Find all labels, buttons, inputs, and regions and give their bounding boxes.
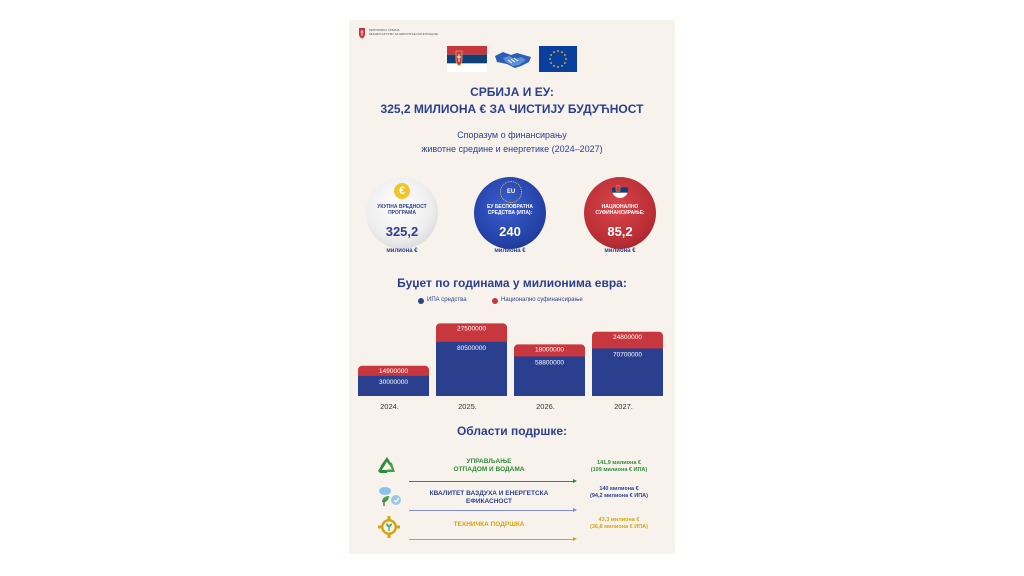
summary-national-label: НАЦИОНАЛНО СУФИНАНСИРАЊЕ:: [595, 204, 645, 216]
summary-total-unit: милиона €: [386, 248, 418, 254]
support-item-3-arrowhead: [573, 537, 577, 541]
summary-eu-value: 240: [499, 224, 521, 239]
support-item-3-label: ТЕХНИЧКА ПОДРШКА: [453, 521, 525, 528]
support-item-2-value: 140 милиона € (94,2 милиона € ИПА): [590, 486, 648, 499]
main-title-line-2: 325,2 МИЛИОНА € ЗА ЧИСТИЈУ БУДУЋНОСТ: [380, 102, 644, 116]
summary-national-value: 85,2: [607, 224, 633, 239]
subtitle-line-2: животне средине и енергетике (2024–2027): [421, 144, 603, 154]
budget-chart: [349, 316, 675, 416]
x-tick-label-1: 2025.: [458, 402, 477, 411]
main-title-line-1: СРБИЈА И ЕУ:: [470, 85, 554, 99]
bar-national-label-3: 24800000: [613, 333, 642, 341]
support-item-1-value: 141,9 милиона € (109 милиона € ИПА): [590, 460, 648, 473]
subtitle: [349, 128, 675, 156]
support-item-1-arrow: [409, 481, 573, 482]
summary-eu-unit: милиона €: [494, 248, 526, 254]
serbian-flag-badge-icon: [612, 182, 628, 198]
recycle-icon: [375, 455, 399, 477]
x-tick-label-3: 2027.: [614, 402, 633, 411]
support-item-1-arrowhead: [573, 479, 577, 483]
air-energy-icon: [377, 484, 403, 510]
ministry-name: [369, 29, 459, 36]
euro-coin-icon: €: [394, 183, 410, 199]
bar-national-label-0: 14900000: [379, 367, 408, 375]
summary-total-value: 325,2: [385, 224, 419, 239]
ministry-line-1: РЕПУБЛИКА СРБИЈА: [369, 28, 400, 32]
eu-stars-icon: EU: [500, 181, 522, 203]
gear-plant-icon: [377, 515, 401, 539]
bar-ipa-label-2: 58800000: [535, 359, 564, 367]
support-item-2-label: КВАЛИТЕТ ВАЗДУХА И ЕНЕРГЕТСКА ЕФИКАСНОСТ: [429, 490, 549, 505]
bar-ipa-label-3: 70700000: [613, 351, 642, 359]
legend-national-dot: [492, 298, 498, 304]
summary-eu-label: ЕУ БЕСПОВРАТНА СРЕДСТВА (ИПА):: [486, 204, 533, 216]
legend-ipa-label: ИПА средства: [427, 297, 467, 303]
bar-ipa-label-0: 30000000: [379, 378, 408, 386]
budget-heading: Буџет по годинама у милионима евра:: [397, 276, 627, 290]
support-item-3-value: 43,3 милиона € (36,8 милиона € ИПА): [590, 517, 648, 530]
bar-national-label-1: 27500000: [457, 325, 486, 333]
support-heading: Области подршке:: [456, 424, 568, 438]
coat-of-arms-icon: [358, 26, 366, 38]
support-item-2-arrowhead: [573, 508, 577, 512]
support-item-1-label: УПРАВЉАЊЕ ОТПАДОМ И ВОДАМА: [453, 458, 525, 473]
summary-national-unit: милиона €: [604, 248, 636, 254]
infographic-poster: [349, 20, 675, 554]
bar-ipa-label-1: 80500000: [457, 344, 486, 352]
serbian-flag-icon: [447, 46, 487, 72]
main-title: [349, 84, 675, 118]
legend-ipa-dot: [418, 298, 424, 304]
summary-total-label: УКУПНА ВРЕДНОСТ ПРОГРАМА: [377, 204, 427, 216]
x-tick-label-2: 2026.: [536, 402, 555, 411]
bar-national-label-2: 18000000: [535, 346, 564, 354]
support-item-2-arrow: [409, 510, 573, 511]
legend-national-label: Национално суфинансирање: [501, 297, 583, 303]
x-tick-label-0: 2024.: [380, 402, 399, 411]
ministry-line-2: МИНИСТАРСТВО ЗА ЕВРОПСКЕ ИНТЕГРАЦИЈЕ: [369, 31, 438, 36]
handshake-icon: [493, 48, 533, 70]
support-item-3-arrow: [409, 539, 573, 540]
subtitle-line-1: Споразум о финансирању: [457, 130, 567, 140]
eu-flag-icon: [539, 46, 577, 72]
